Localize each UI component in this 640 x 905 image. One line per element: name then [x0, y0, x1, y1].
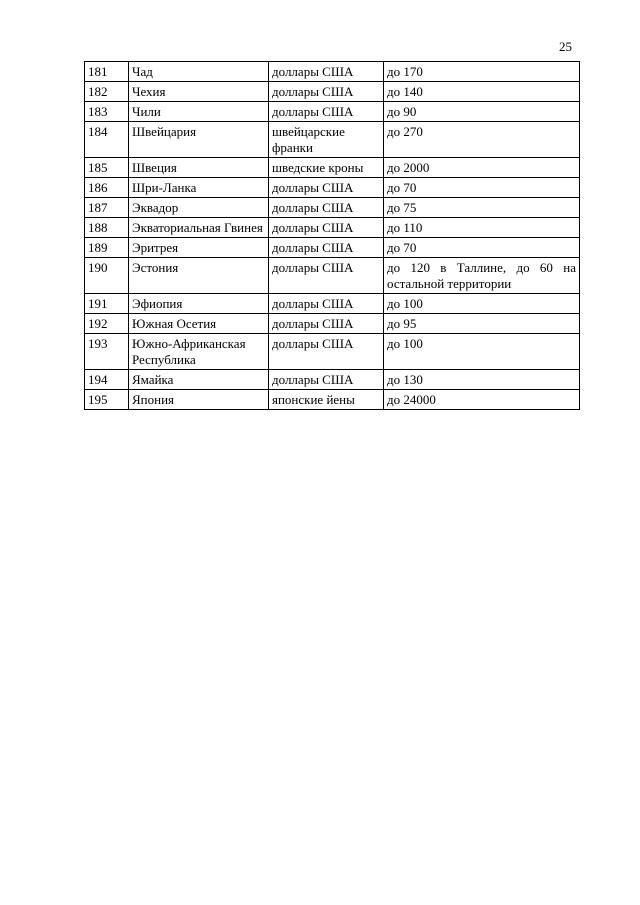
table-row: [85, 238, 580, 258]
amount-cell: до 170: [384, 62, 580, 82]
table-row: [85, 334, 580, 370]
table-row: [85, 158, 580, 178]
amount-cell: до 70: [384, 238, 580, 258]
currency-cell: доллары США: [269, 178, 384, 198]
amount-cell: до 120 в Таллине, до 60 на остальной территории: [384, 258, 580, 294]
currency-cell: доллары США: [269, 370, 384, 390]
row-number-cell: 192: [85, 314, 129, 334]
currency-cell: доллары США: [269, 82, 384, 102]
table-row: [85, 218, 580, 238]
amount-cell: до 2000: [384, 158, 580, 178]
table-row: [85, 82, 580, 102]
table-row: [85, 314, 580, 334]
amount-cell: до 100: [384, 294, 580, 314]
row-number-cell: 186: [85, 178, 129, 198]
amount-cell: до 130: [384, 370, 580, 390]
row-number-cell: 191: [85, 294, 129, 314]
table-row: [85, 258, 580, 294]
country-cell: Эстония: [129, 258, 269, 294]
table-row: [85, 198, 580, 218]
amount-cell: до 100: [384, 334, 580, 370]
row-number-cell: 183: [85, 102, 129, 122]
amount-cell: до 95: [384, 314, 580, 334]
row-number-cell: 194: [85, 370, 129, 390]
amount-cell: до 110: [384, 218, 580, 238]
country-cell: Чехия: [129, 82, 269, 102]
row-number-cell: 188: [85, 218, 129, 238]
currency-cell: доллары США: [269, 218, 384, 238]
table-row: [85, 370, 580, 390]
country-cell: Швейцария: [129, 122, 269, 158]
currency-cell: доллары США: [269, 102, 384, 122]
currency-cell: доллары США: [269, 294, 384, 314]
country-cell: Ямайка: [129, 370, 269, 390]
table-row: [85, 178, 580, 198]
row-number-cell: 189: [85, 238, 129, 258]
currency-cell: доллары США: [269, 238, 384, 258]
row-number-cell: 185: [85, 158, 129, 178]
country-cell: Южная Осетия: [129, 314, 269, 334]
currency-cell: доллары США: [269, 258, 384, 294]
currency-cell: японские йены: [269, 390, 384, 410]
row-number-cell: 187: [85, 198, 129, 218]
row-number-cell: 195: [85, 390, 129, 410]
table-row: [85, 294, 580, 314]
amount-cell: до 75: [384, 198, 580, 218]
table-row: [85, 390, 580, 410]
country-cell: Эфиопия: [129, 294, 269, 314]
country-cell: Швеция: [129, 158, 269, 178]
row-number-cell: 193: [85, 334, 129, 370]
country-cell: Шри-Ланка: [129, 178, 269, 198]
currency-cell: доллары США: [269, 314, 384, 334]
country-cell: Чад: [129, 62, 269, 82]
country-cell: Чили: [129, 102, 269, 122]
rates-table: [84, 61, 580, 410]
country-cell: Эритрея: [129, 238, 269, 258]
table-row: [85, 62, 580, 82]
amount-cell: до 140: [384, 82, 580, 102]
rates-table-body: [85, 62, 580, 410]
row-number-cell: 184: [85, 122, 129, 158]
amount-cell: до 270: [384, 122, 580, 158]
amount-cell: до 70: [384, 178, 580, 198]
currency-cell: доллары США: [269, 334, 384, 370]
amount-cell: до 24000: [384, 390, 580, 410]
table-row: [85, 102, 580, 122]
row-number-cell: 190: [85, 258, 129, 294]
row-number-cell: 182: [85, 82, 129, 102]
country-cell: Южно-Африканская Республика: [129, 334, 269, 370]
country-cell: Эквадор: [129, 198, 269, 218]
row-number-cell: 181: [85, 62, 129, 82]
amount-cell: до 90: [384, 102, 580, 122]
currency-cell: швейцарские франки: [269, 122, 384, 158]
table-row: [85, 122, 580, 158]
currency-cell: доллары США: [269, 62, 384, 82]
currency-cell: шведские кроны: [269, 158, 384, 178]
page-number: 25: [559, 39, 572, 54]
country-cell: Япония: [129, 390, 269, 410]
currency-cell: доллары США: [269, 198, 384, 218]
country-cell: Экваториальная Гвинея: [129, 218, 269, 238]
